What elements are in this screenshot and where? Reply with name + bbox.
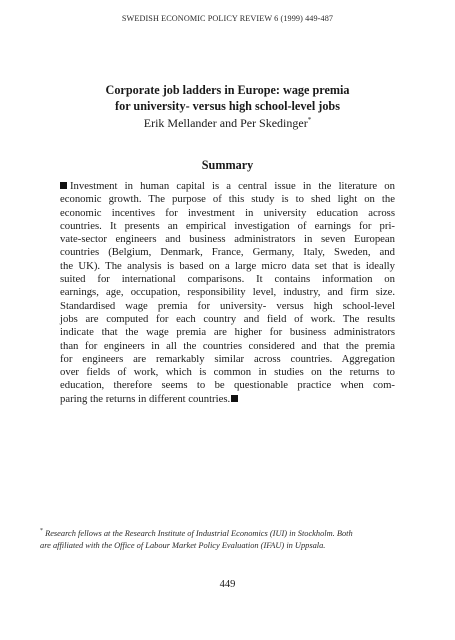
- title-line-2: for university- versus high school-level jobs: [115, 99, 340, 113]
- abstract-line: jobs are computed for each country and field of work. The results: [60, 312, 395, 325]
- abstract-line: economic incentives for investment in university education across: [60, 206, 395, 219]
- author-footnote-mark: *: [307, 116, 312, 124]
- author-line: [40, 116, 415, 131]
- abstract-line: education, therefore seems to be questionable practice when com-: [60, 379, 395, 392]
- abstract-line: earnings, age, occupation, responsibility level, industry, and firm size.: [60, 286, 395, 299]
- abstract-line: Standardised wage premia for university- versus high school-level: [60, 299, 395, 312]
- page-number: 449: [219, 579, 236, 590]
- article-title: [40, 82, 415, 114]
- abstract-line: the UK). The analysis is based on a large micro data set that is ideally: [60, 259, 395, 272]
- footnote: [40, 525, 415, 552]
- abstract-line: countries (Belgium, Denmark, France, Germany, Italy, Sweden, and: [60, 246, 395, 259]
- footnote-line-2: are affiliated with the Office of Labour Market Policy Evaluation (IFAU) in Uppsala.: [40, 540, 326, 550]
- section-heading: Summary: [201, 158, 254, 172]
- abstract-line: paring the returns in different countries.: [60, 393, 395, 406]
- footnote-mark: *: [40, 528, 43, 534]
- abstract-line: indicate that the wage premia are higher for business administrators: [60, 326, 395, 339]
- abstract-line: suited for international comparisons. It contains information on: [60, 273, 395, 286]
- abstract-line: Investment in human capital is a central issue in the literature on: [60, 180, 395, 193]
- abstract-line: over fields of work, which is common in studies on the returns to: [60, 366, 395, 379]
- abstract-line: vate-sector engineers and business administrators in seven European: [60, 233, 395, 246]
- abstract-line: than for engineers in all the countries considered and that the premia: [60, 339, 395, 352]
- abstract-line: for engineers are remarkably similar across countries. Aggregation: [60, 352, 395, 365]
- footnote-line-1: * Research fellows at the Research Institute of Industrial Economics (IUI) in Stockholm. Both: [40, 528, 353, 538]
- abstract-body: [60, 180, 395, 406]
- abstract-line: countries. It presents an empirical investigation of earnings for pri-: [60, 219, 395, 232]
- section-start-square-icon: [60, 182, 67, 189]
- authors: Erik Mellander and Per Skedinger: [143, 116, 308, 130]
- title-line-1: Corporate job ladders in Europe: wage premia: [105, 83, 350, 97]
- section-end-square-icon: [231, 395, 238, 402]
- running-head: SWEDISH ECONOMIC POLICY REVIEW 6 (1999) 449-487: [121, 14, 334, 23]
- abstract-line: economic growth. The purpose of this study is to shed light on the: [60, 193, 395, 206]
